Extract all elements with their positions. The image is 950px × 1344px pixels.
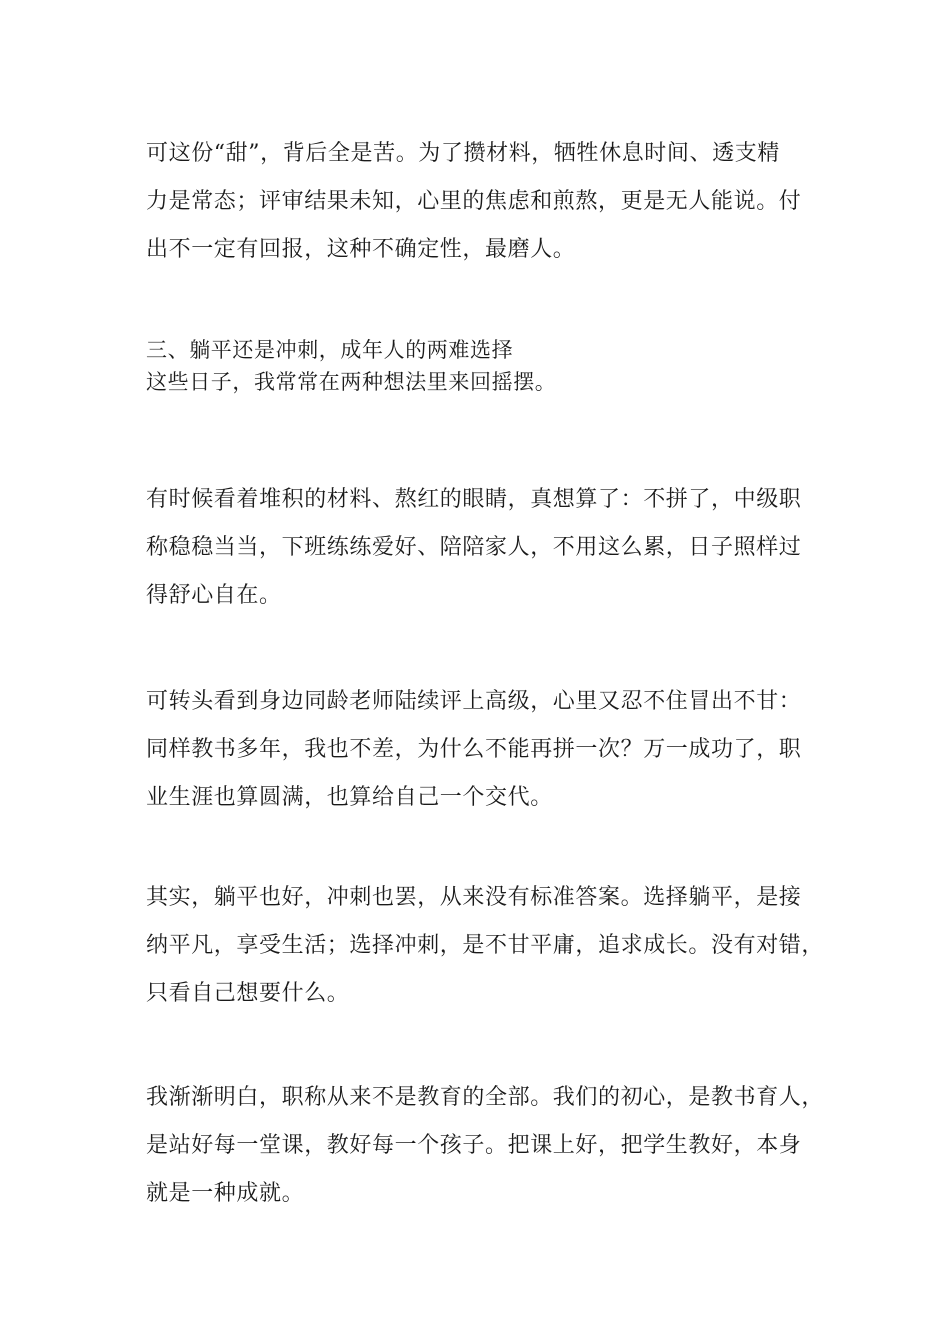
text-line: 可转头看到身边同龄老师陆续评上高级，心里又忍不住冒出不甘： [146, 689, 802, 714]
text-line: 称稳稳当当，下班练练爱好、陪陪家人，不用这么累，日子照样过 [146, 535, 802, 560]
paragraph-original-intention [146, 1074, 836, 1218]
text-line: 这些日子，我常常在两种想法里来回摇摆。 [146, 370, 557, 394]
text-line: 我渐渐明白，职称从来不是教育的全部。我们的初心，是教书育人， [146, 1085, 825, 1110]
text-line: 有时候看着堆积的材料、熬红的眼睛，真想算了：不拼了，中级职 [146, 487, 802, 512]
text-line: 业生涯也算圆满，也算给自己一个交代。 [146, 785, 553, 810]
paragraph-lying-flat [146, 476, 836, 620]
text-line: 力是常态；评审结果未知，心里的焦虑和煎熬，更是无人能说。付 [146, 189, 802, 214]
paragraph-sweet-bitter [146, 130, 836, 274]
text-line: 其实，躺平也好，冲刺也罢，从来没有标准答案。选择躺平，是接 [146, 885, 802, 910]
text-line: 纳平凡，享受生活；选择冲刺，是不甘平庸，追求成长。没有对错， [146, 933, 825, 958]
text-line: 出不一定有回报，这种不确定性，最磨人。 [146, 237, 576, 262]
section-heading: 三、躺平还是冲刺，成年人的两难选择 [146, 338, 514, 362]
section-heading-block [146, 334, 836, 398]
paragraph-no-standard-answer [146, 874, 836, 1018]
text-line: 只看自己想要什么。 [146, 981, 350, 1006]
paragraph-unwilling [146, 678, 836, 822]
text-line: 就是一种成就。 [146, 1181, 305, 1206]
text-line: 得舒心自在。 [146, 583, 282, 608]
text-line: 是站好每一堂课，教好每一个孩子。把课上好，把学生教好，本身 [146, 1133, 802, 1158]
text-line: 同样教书多年，我也不差，为什么不能再拼一次？万一成功了，职 [146, 737, 802, 762]
text-line: 可这份“甜”，背后全是苦。为了攒材料，牺牲休息时间、透支精 [146, 141, 780, 166]
